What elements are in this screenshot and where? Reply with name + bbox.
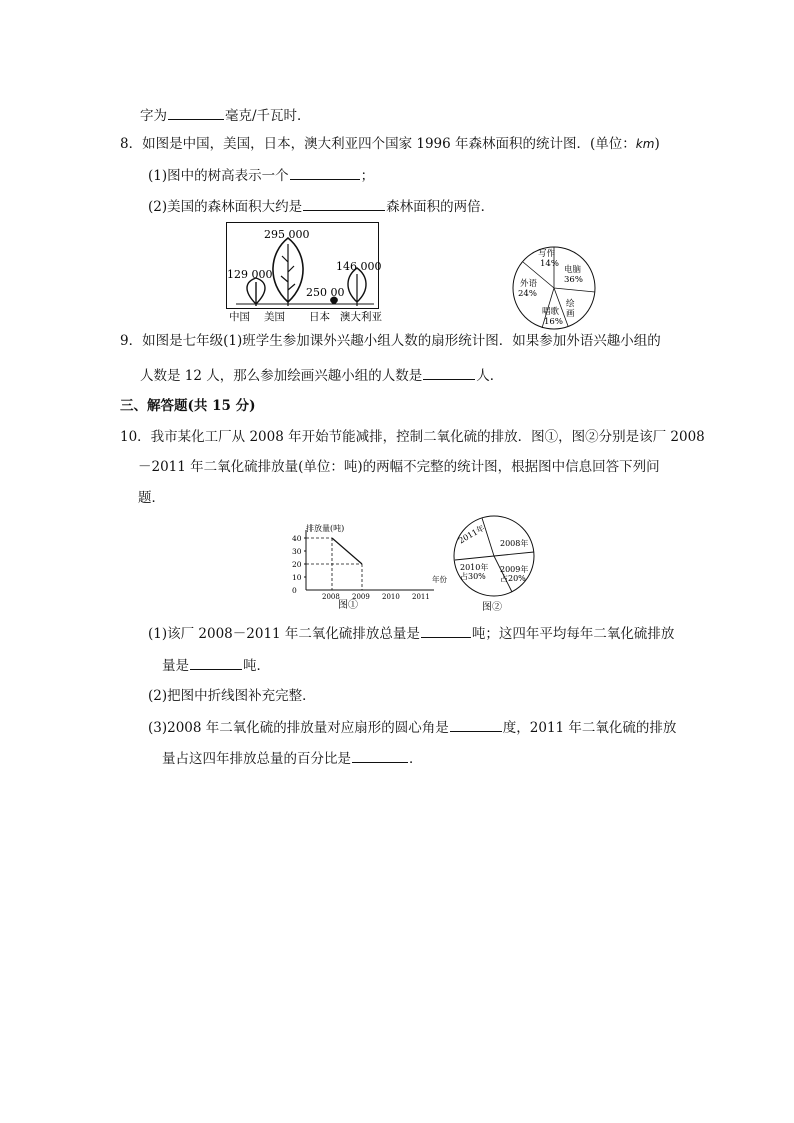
q8-stem-text: 8．如图是中国，美国，日本，澳大利亚四个国家 1996 年森林面积的统计图．(单位： [120, 136, 636, 152]
y-tick-label: 20 [292, 560, 302, 569]
q10-part1 [148, 624, 674, 643]
q10-line2: －2011 年二氧化硫排放量(单位：吨)的两幅不完整的统计图，根据图中信息回答下列问 [138, 459, 660, 475]
pie2-label-2010: 2010年 [460, 563, 489, 572]
tree-label-usa: 美国 [264, 311, 285, 322]
pie-label-painting-2: 画 [566, 309, 575, 319]
y-tick-label: 0 [292, 586, 297, 595]
tree-value-australia: 146 000 [336, 260, 382, 273]
top-pre: 字为 [140, 108, 167, 124]
tree-value-japan: 250 00 [306, 286, 345, 299]
q9-line2-post: 人． [476, 368, 504, 384]
q10-part3b [162, 749, 423, 768]
q10-part2: (2)把图中折线图补充完整． [148, 688, 316, 704]
y-tick-label: 10 [292, 573, 302, 582]
q10-p1b-pre: 量是 [162, 658, 189, 674]
q10-p3-pre: (3)2008 年二氧化硫的排放量对应扇形的圆心角是 [148, 720, 449, 736]
tree-label-japan: 日本 [309, 311, 330, 322]
q8-part2-pre: (2)美国的森林面积大约是 [148, 199, 303, 215]
pie-label-writing: 写作 [538, 249, 556, 259]
top-line [140, 106, 311, 125]
tree-label-china: 中国 [229, 311, 250, 322]
pie-pct-singing: 16% [544, 317, 563, 327]
answer-blank[interactable] [290, 166, 360, 180]
tree-value-usa: 295 000 [264, 228, 310, 241]
answer-blank[interactable] [421, 624, 471, 638]
pie2-pct-2009: 占20% [500, 574, 526, 583]
tree-icon-usa [273, 238, 303, 306]
top-post: 毫克/千瓦时． [225, 108, 311, 124]
emission-pie-chart [452, 514, 538, 614]
interest-pie-chart [510, 244, 598, 332]
q8-stem-end: ) [654, 136, 660, 152]
q8-part2-post: 森林面积的两倍． [386, 199, 495, 215]
tree-icon-china [247, 278, 265, 306]
pie-pct-language: 24% [518, 289, 537, 299]
x-tick-label: 2008 [322, 593, 340, 601]
x-tick-label: 2009 [352, 593, 370, 601]
answer-blank[interactable] [168, 106, 224, 120]
pie-pct-computer: 36% [564, 275, 583, 285]
q8-stem [120, 135, 660, 153]
line-chart-caption: 图① [338, 600, 358, 611]
q10-line3: 题． [138, 490, 165, 506]
tree-icon-australia [348, 268, 366, 306]
tree-chart [226, 222, 392, 322]
x-tick-label: 2010 [382, 593, 400, 601]
q10-p1-mid: 吨；这四年平均每年二氧化硫排放 [471, 626, 675, 642]
tree-label-australia: 澳大利亚 [340, 311, 382, 322]
q8-part1 [148, 166, 374, 185]
q10-p1-pre: (1)该厂 2008－2011 年二氧化硫排放总量是 [148, 626, 420, 642]
answer-blank[interactable] [423, 366, 475, 380]
line-chart-ylabel: 排放量(吨) [306, 524, 345, 533]
q10-p1b-post: 吨． [243, 658, 270, 674]
y-tick-label: 40 [292, 534, 302, 543]
emission-line-chart [284, 520, 454, 612]
y-tick-label: 30 [292, 547, 302, 556]
pie2-label-2011: 2011年 [457, 523, 487, 546]
q10-line1: 10．我市某化工厂从 2008 年开始节能减排，控制二氧化硫的排放．图①，图②分别是该厂 2008 [120, 429, 705, 445]
pie-label-singing: 唱歌 [542, 307, 560, 317]
pie-pct-writing: 14% [540, 259, 559, 269]
pie-label-computer: 电脑 [564, 265, 582, 275]
pie-label-language: 外语 [520, 279, 538, 289]
answer-blank[interactable] [450, 718, 502, 732]
q9-line2-pre: 人数是 12 人，那么参加绘画兴趣小组的人数是 [140, 368, 423, 384]
tree-value-china: 129 000 [227, 268, 273, 281]
line-chart-xlabel: 年份 [432, 575, 447, 584]
q10-part1b [162, 656, 270, 675]
q10-part3 [148, 718, 676, 737]
series-line [332, 538, 362, 564]
section-title: 三、解答题(共 15 分) [120, 398, 256, 414]
pie2-pct-2010: 占30% [460, 572, 486, 581]
q10-p3b-post: ． [409, 751, 423, 767]
q8-part1-pre: (1)图中的树高表示一个 [148, 168, 289, 184]
answer-blank[interactable] [352, 749, 408, 763]
answer-blank[interactable] [303, 197, 385, 211]
answer-blank[interactable] [190, 656, 242, 670]
q9-line1: 9．如图是七年级(1)班学生参加课外兴趣小组人数的扇形统计图．如果参加外语兴趣小组的 [120, 333, 661, 349]
pie2-caption: 图② [482, 602, 502, 613]
x-tick-label: 2011 [412, 593, 430, 601]
q10-p3-mid: 度，2011 年二氧化硫的排放 [502, 720, 677, 736]
q8-part1-post: ； [360, 168, 375, 184]
q9-line2 [140, 366, 503, 385]
pie-label-painting-1: 绘 [566, 299, 575, 309]
q10-p3b-pre: 量占这四年排放总量的百分比是 [162, 751, 351, 767]
q8-part2 [148, 197, 494, 216]
pie2-label-2008: 2008年 [500, 539, 529, 548]
q8-unit: km [635, 137, 655, 151]
pie2-label-2009: 2009年 [500, 565, 529, 574]
